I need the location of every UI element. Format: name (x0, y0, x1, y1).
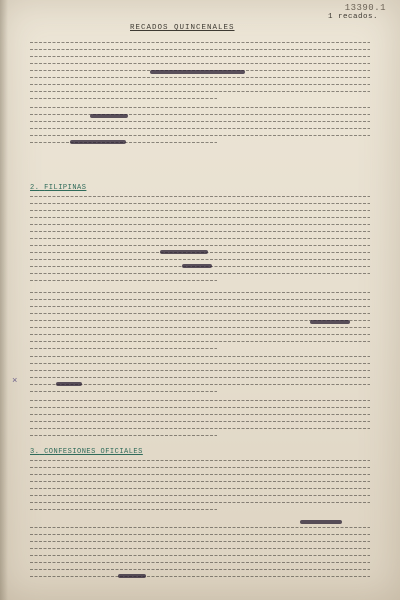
ink-redaction (182, 264, 212, 268)
ink-redaction (56, 382, 82, 386)
archive-stamp: 13390.1 (344, 3, 386, 13)
paragraph-5 (30, 356, 370, 398)
ink-redaction (150, 70, 245, 74)
ink-redaction (118, 574, 146, 578)
page-edge-shadow (0, 0, 8, 600)
paragraph-7 (30, 460, 370, 516)
paragraph-8 (30, 527, 370, 583)
section-heading-2: 2. FILIPINAS (30, 184, 87, 192)
ink-redaction (310, 320, 350, 324)
section-heading-3: 3. CONFESIONES OFICIALES (30, 448, 143, 456)
page-label: 1 recados. (327, 13, 378, 21)
paragraph-6 (30, 400, 370, 442)
ink-redaction (160, 250, 208, 254)
ink-redaction (70, 140, 126, 144)
document-title: RECADOS QUINCENALES (130, 24, 235, 32)
ink-redaction (90, 114, 128, 118)
margin-annotation: × (12, 376, 18, 386)
ink-redaction (300, 520, 342, 524)
paragraph-3 (30, 196, 370, 287)
